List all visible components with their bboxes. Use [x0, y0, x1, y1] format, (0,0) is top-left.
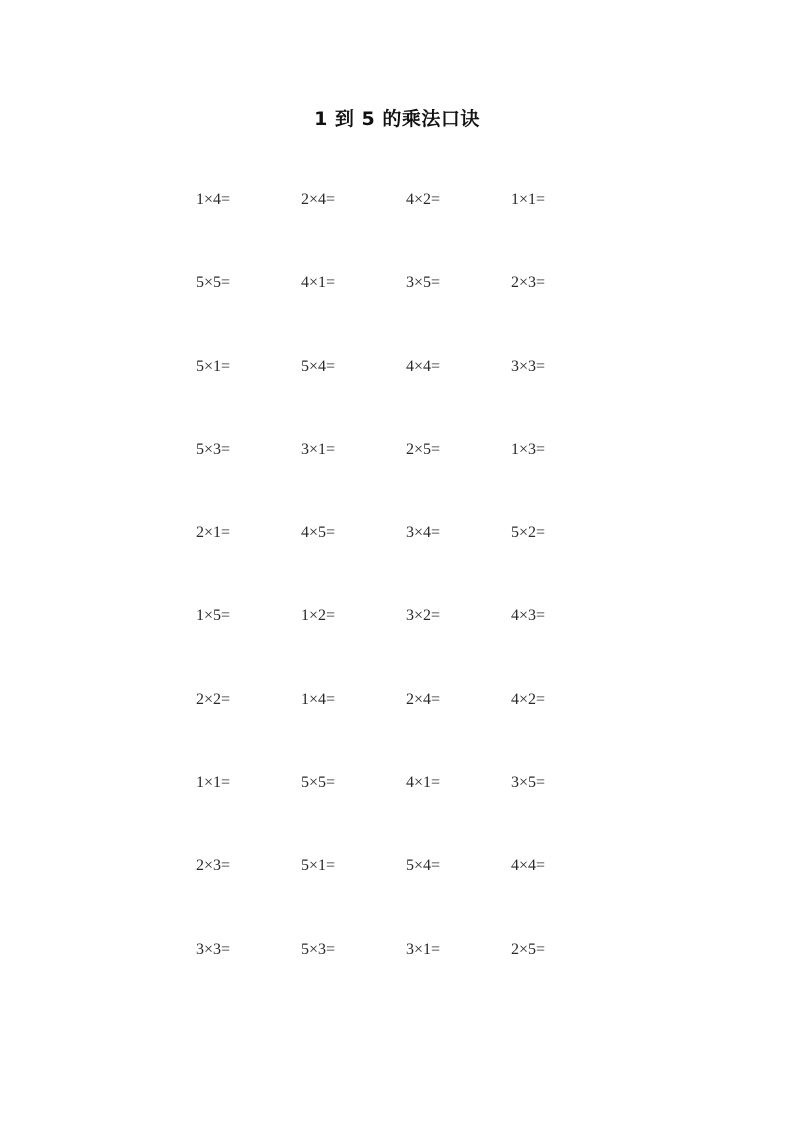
problem-item: 2×3=: [511, 274, 546, 292]
problem-row: [196, 856, 616, 939]
problem-item: 5×1=: [196, 357, 231, 375]
problem-row: [196, 606, 616, 689]
problem-item: 1×5=: [196, 607, 231, 625]
problem-item: 4×3=: [511, 607, 546, 625]
problem-item: 5×3=: [196, 440, 231, 458]
problem-row: [196, 940, 616, 1023]
problem-item: 5×4=: [406, 857, 441, 875]
problem-item: 4×4=: [406, 357, 441, 375]
problem-item: 3×5=: [406, 274, 441, 292]
problem-item: 1×1=: [196, 774, 231, 792]
problem-row: [196, 690, 616, 773]
problem-item: 3×1=: [301, 440, 336, 458]
problem-item: 4×1=: [406, 774, 441, 792]
problem-item: 5×4=: [301, 357, 336, 375]
problem-item: 5×5=: [196, 274, 231, 292]
problem-item: 3×2=: [406, 607, 441, 625]
problem-item: 2×3=: [196, 857, 231, 875]
problem-item: 2×4=: [301, 191, 336, 208]
problem-item: 1×2=: [301, 607, 336, 625]
problem-item: 4×4=: [511, 857, 546, 875]
problem-item: 2×5=: [511, 940, 546, 958]
problem-row: [196, 773, 616, 856]
problem-item: 4×2=: [406, 191, 441, 208]
problem-item: 3×3=: [511, 357, 546, 375]
problem-row: [196, 357, 616, 440]
problem-item: 3×4=: [406, 524, 441, 542]
problem-item: 3×3=: [196, 940, 231, 958]
problem-item: 5×1=: [301, 857, 336, 875]
problem-item: 5×2=: [511, 524, 546, 542]
problem-item: 3×1=: [406, 940, 441, 958]
problem-item: 2×2=: [196, 690, 231, 708]
problem-row: [196, 190, 616, 273]
problem-item: 4×1=: [301, 274, 336, 292]
problem-item: 2×1=: [196, 524, 231, 542]
problem-row: [196, 273, 616, 356]
problem-item: 2×4=: [406, 690, 441, 708]
problem-item: 5×5=: [301, 774, 336, 792]
problem-item: 3×5=: [511, 774, 546, 792]
page-title: 1 到 5 的乘法口诀: [314, 108, 480, 130]
problem-item: 4×5=: [301, 524, 336, 542]
problem-item: 1×4=: [301, 690, 336, 708]
problem-item: 1×4=: [196, 191, 231, 208]
problem-item: 2×5=: [406, 440, 441, 458]
problem-item: 4×2=: [511, 690, 546, 708]
problem-item: 1×3=: [511, 440, 546, 458]
problem-item: 5×3=: [301, 940, 336, 958]
problem-row: [196, 440, 616, 523]
problem-row: [196, 523, 616, 606]
problem-item: 1×1=: [511, 191, 546, 208]
problem-grid: [196, 190, 616, 1023]
